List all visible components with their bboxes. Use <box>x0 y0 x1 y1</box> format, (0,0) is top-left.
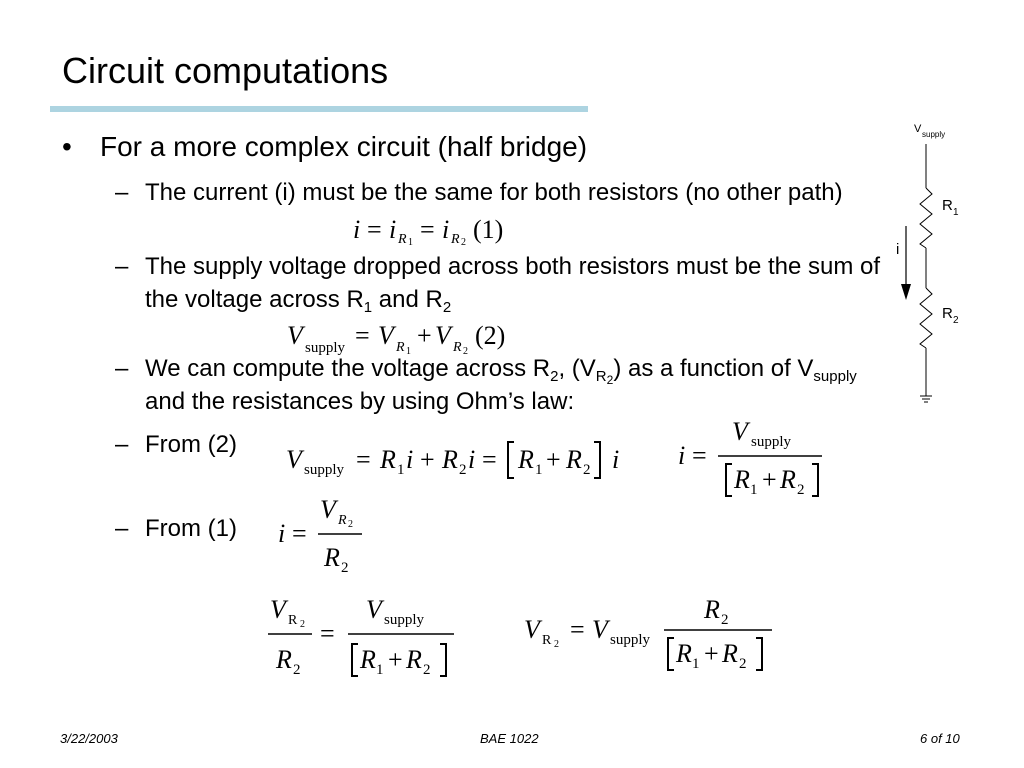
svg-text:V: V <box>320 495 336 524</box>
svg-text:R: R <box>451 232 460 247</box>
svg-text:i: i <box>389 215 397 244</box>
svg-text:R: R <box>380 445 396 474</box>
svg-text:+: + <box>762 465 777 494</box>
svg-text:V: V <box>524 615 540 644</box>
svg-text:+: + <box>420 445 435 474</box>
svg-text:2: 2 <box>459 462 467 478</box>
svg-text:1: 1 <box>953 207 959 218</box>
svg-text:supply: supply <box>305 340 346 356</box>
supply-label <box>914 123 945 139</box>
equation-1 <box>345 210 535 250</box>
svg-text:2: 2 <box>739 656 747 672</box>
svg-text:=: = <box>356 445 371 474</box>
half-bridge-circuit <box>880 118 980 418</box>
sub-bullet-2 <box>145 250 885 316</box>
svg-text:1: 1 <box>535 462 543 478</box>
dash-1: – <box>115 179 129 206</box>
svg-text:R: R <box>942 305 953 322</box>
dash-2: – <box>115 253 129 280</box>
resistor-r2 <box>920 288 932 348</box>
svg-text:R: R <box>276 645 292 674</box>
svg-text:V: V <box>435 321 451 350</box>
svg-text:2: 2 <box>461 237 466 248</box>
svg-text:2: 2 <box>423 662 431 678</box>
sub-bullet-3 <box>145 352 885 418</box>
svg-text:=: = <box>692 441 707 470</box>
svg-text:2: 2 <box>953 315 959 326</box>
svg-text:R: R <box>288 613 298 628</box>
svg-text:+: + <box>388 645 403 674</box>
svg-text:R: R <box>518 445 534 474</box>
svg-text:V: V <box>287 321 303 350</box>
sub-bullet-3-visible: We can compute the voltage across $R_2$, $(V_{R_2})$ as a function of $V_{supply}$ and the resistances by using Ohm’s law: <box>145 355 857 415</box>
svg-text:V: V <box>914 123 922 135</box>
svg-text:supply: supply <box>384 612 425 628</box>
svg-text:V: V <box>270 595 286 624</box>
dash-3: – <box>115 355 129 382</box>
svg-text:R: R <box>722 639 738 668</box>
svg-text:1: 1 <box>406 346 411 357</box>
sub-bullet-2-visible: The supply voltage dropped across both resistors must be the sum of the voltage across $R_1$ and $R_2$ <box>145 253 881 316</box>
svg-text:supply: supply <box>304 462 345 478</box>
footer-page: 6 of 10 <box>920 731 960 746</box>
svg-text:i: i <box>678 441 686 470</box>
svg-text:i: i <box>468 445 476 474</box>
svg-text:2: 2 <box>797 482 805 498</box>
svg-text:supply: supply <box>610 632 651 648</box>
svg-text:R: R <box>942 197 953 214</box>
equation-7 <box>522 592 782 682</box>
svg-text:R: R <box>676 639 692 668</box>
svg-text:=: = <box>292 519 307 548</box>
svg-text:R: R <box>338 513 347 528</box>
slide-title: Circuit computations <box>62 50 389 91</box>
equation-4 <box>676 416 836 502</box>
current-arrow <box>901 226 911 300</box>
equation-5 <box>276 494 376 580</box>
svg-text:V: V <box>732 417 748 446</box>
svg-text:R: R <box>453 340 462 355</box>
r2-label <box>942 305 959 326</box>
svg-text:R: R <box>360 645 376 674</box>
svg-text:1: 1 <box>376 662 384 678</box>
svg-text:i: i <box>278 519 286 548</box>
svg-text:R: R <box>406 645 422 674</box>
svg-text:2: 2 <box>341 560 349 576</box>
svg-text:1: 1 <box>397 462 405 478</box>
svg-text:R: R <box>442 445 458 474</box>
svg-text:i: i <box>406 445 414 474</box>
svg-text:V: V <box>592 615 608 644</box>
svg-text:R: R <box>396 340 405 355</box>
footer-date: 3/22/2003 <box>60 731 118 746</box>
svg-text:R: R <box>542 633 552 648</box>
current-label: i <box>896 241 900 258</box>
svg-text:R: R <box>566 445 582 474</box>
svg-text:+: + <box>546 445 561 474</box>
svg-text:1: 1 <box>692 656 700 672</box>
equation-3 <box>282 436 632 482</box>
svg-text:=: = <box>367 215 382 244</box>
svg-text:i: i <box>612 445 620 474</box>
sub-bullet-1: The current (i) must be the same for both resistors (no other path) <box>145 179 843 206</box>
svg-text:=: = <box>320 619 335 648</box>
svg-text:R: R <box>324 543 340 572</box>
svg-text:2: 2 <box>583 462 591 478</box>
sub-bullet-5: From (1) <box>145 515 237 542</box>
svg-text:(1): (1) <box>473 215 504 244</box>
svg-text:2: 2 <box>300 619 305 630</box>
svg-text:=: = <box>355 321 370 350</box>
title-underline <box>50 106 588 112</box>
svg-text:2: 2 <box>721 612 729 628</box>
svg-text:=: = <box>420 215 435 244</box>
footer-course: BAE 1022 <box>480 731 539 746</box>
svg-text:V: V <box>378 321 394 350</box>
svg-text:2: 2 <box>463 346 468 357</box>
dash-4: – <box>115 431 129 458</box>
dash-5: – <box>115 515 129 542</box>
ground-icon <box>920 396 932 402</box>
svg-text:2: 2 <box>554 639 559 650</box>
svg-text:V: V <box>286 445 302 474</box>
svg-text:R: R <box>780 465 796 494</box>
resistor-r1 <box>920 188 932 248</box>
svg-text:=: = <box>570 615 585 644</box>
svg-text:supply: supply <box>751 434 792 450</box>
svg-text:R: R <box>734 465 750 494</box>
svg-text:supply: supply <box>922 130 946 139</box>
svg-text:V: V <box>366 595 382 624</box>
svg-text:+: + <box>417 321 432 350</box>
svg-text:+: + <box>704 639 719 668</box>
svg-text:R: R <box>398 232 407 247</box>
svg-text:1: 1 <box>750 482 758 498</box>
svg-text:1: 1 <box>408 237 413 248</box>
svg-text:2: 2 <box>293 662 301 678</box>
bullet-main: For a more complex circuit (half bridge) <box>100 131 588 162</box>
svg-text:i: i <box>353 215 361 244</box>
sub-bullet-4: From (2) <box>145 431 237 458</box>
svg-text:i: i <box>442 215 450 244</box>
svg-text:=: = <box>482 445 497 474</box>
svg-text:R: R <box>704 595 720 624</box>
equation-6 <box>266 592 466 682</box>
svg-text:2: 2 <box>348 519 353 530</box>
svg-text:(2): (2) <box>475 321 506 350</box>
bullet-marker: • <box>62 131 72 162</box>
r1-label <box>942 197 959 218</box>
